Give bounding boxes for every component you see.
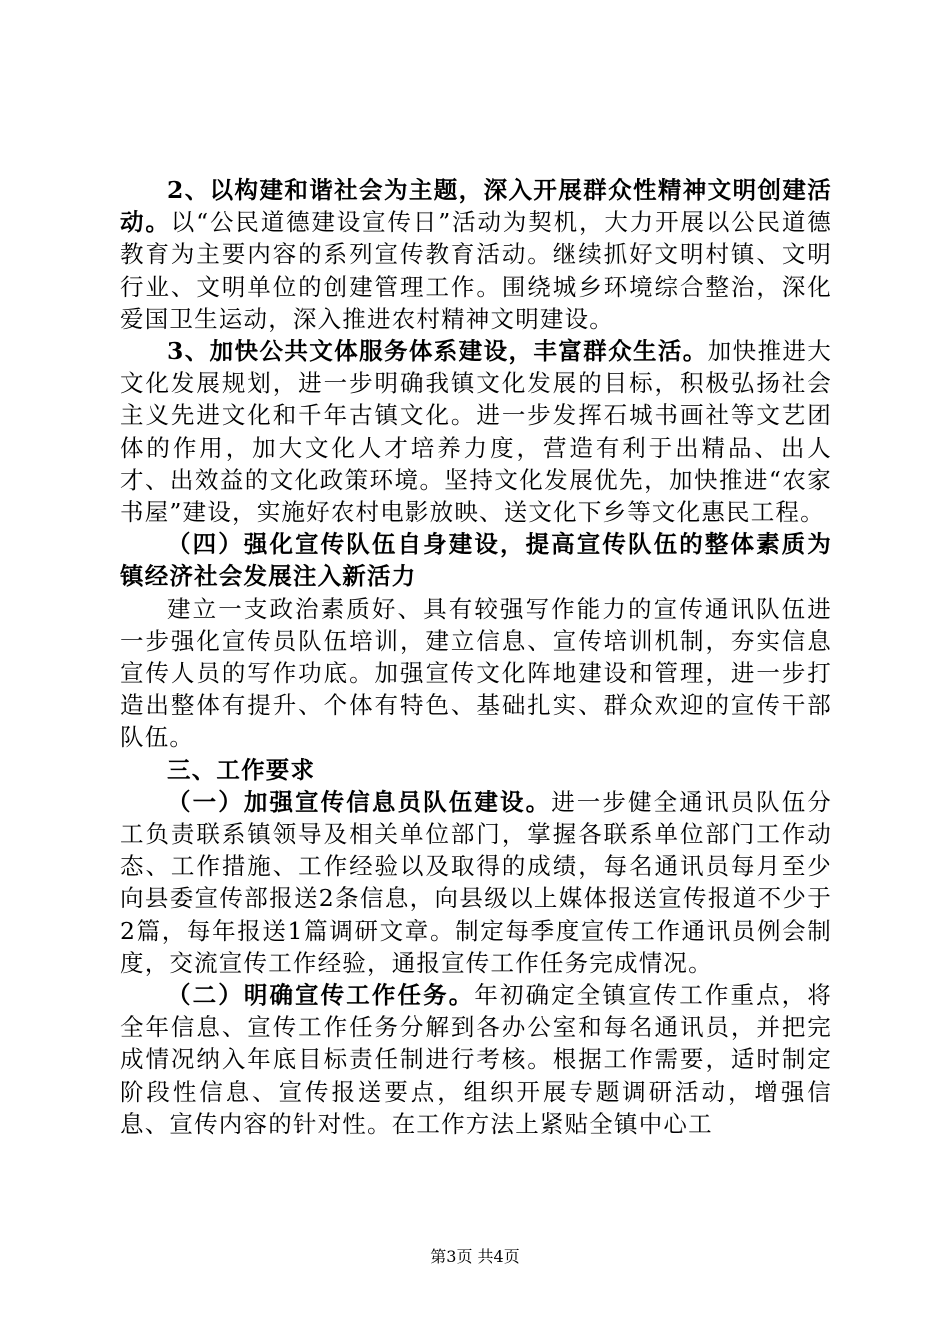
paragraph-text: 加快推进大文化发展规划，进一步明确我镇文化发展的目标，积极弘扬社会主义先进文化和千年古镇文化。进一步发挥石城书画社等文艺团体的作用，加大文化人才培养力度，营造有利于出精品、出人才、出效益的文化政策环境。坚持文化发展优先，加快推进“农家书屋”建设，实施好农村电影放映、送文化下乡等文化惠民工程。 <box>120 337 832 527</box>
paragraph-text: 进一步健全通讯员队伍分工负责联系镇领导及相关单位部门，掌握各联系单位部门工作动态、工作措施、工作经验以及取得的成绩，每名通讯员每月至少向县委宣传部报送2条信息，向县级以上媒体报送宣传报道不少于2篇，每年报送1篇调研文章。制定每季度宣传工作通讯员例会制度，交流宣传工作经验，通报宣传工作任务完成情况。 <box>120 787 833 977</box>
section-heading-4 <box>120 528 832 592</box>
paragraph-2 <box>120 174 832 335</box>
paragraph-text: 年初确定全镇宣传工作重点，将全年信息、宣传工作任务分解到各办公室和每名通讯员，并把完成情况纳入年底目标责任制进行考核。根据工作需要，适时制定阶段性信息、宣传报送要点，组织开展专题调研活动，增强信息、宣传内容的针对性。在工作方法上紧贴全镇中心工 <box>120 981 832 1138</box>
document-body <box>120 174 832 1140</box>
paragraph-team <box>120 593 832 754</box>
page-number-footer: 第3页 共4页 <box>430 1247 520 1266</box>
heading-text: 三、工作要求 <box>167 755 316 784</box>
section-heading-work-requirements <box>120 754 832 786</box>
paragraph-lead: （二）明确宣传工作任务。 <box>167 981 475 1010</box>
paragraph-lead: 3、加快公共文体服务体系建设，丰富群众生活。 <box>167 337 708 366</box>
paragraph-req-2 <box>120 979 832 1140</box>
paragraph-text: 以“公民道德建设宣传日”活动为契机，大力开展以公民道德教育为主要内容的系列宣传教育活动。继续抓好文明村镇、文明行业、文明单位的创建管理工作。围绕城乡环境综合整治，深化爱国卫生运动，深入推进农村精神文明建设。 <box>120 208 832 333</box>
paragraph-lead: 2、以构建和谐社会为主题，深入开展群众性精神文明创建活动。 <box>120 176 832 237</box>
paragraph-text: 建立一支政治素质好、具有较强写作能力的宣传通讯队伍进一步强化宣传员队伍培训，建立信息、宣传培训机制，夯实信息宣传人员的写作功底。加强宣传文化阵地建设和管理，进一步打造出整体有提升、个体有特色、基础扎实、群众欢迎的宣传干部队伍。 <box>120 594 832 752</box>
paragraph-3 <box>120 335 832 528</box>
paragraph-lead: （一）加强宣传信息员队伍建设。 <box>167 787 552 816</box>
heading-text: （四）强化宣传队伍自身建设，提高宣传队伍的整体素质为镇经济社会发展注入新活力 <box>120 530 832 591</box>
paragraph-req-1 <box>120 786 832 979</box>
